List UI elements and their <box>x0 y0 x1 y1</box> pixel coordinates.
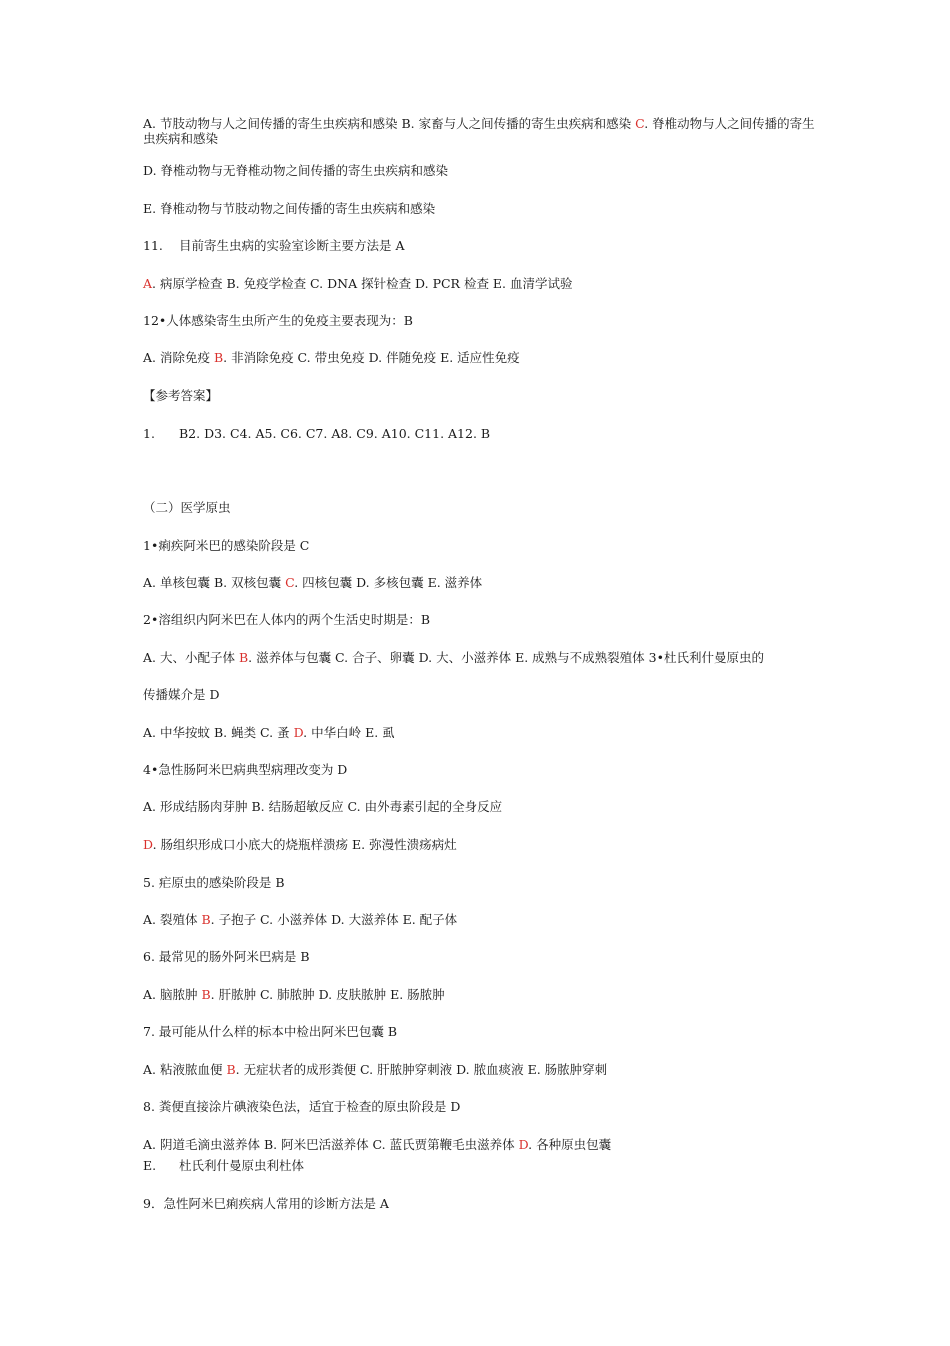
p2-question: 2•溶组织内阿米巴在人体内的两个生活史时期是：B <box>143 612 431 627</box>
p2-answer-mark: B <box>238 650 249 665</box>
p5-question: 5. 疟原虫的感染阶段是 B <box>143 875 285 890</box>
q12-option-a: A. 消除免疫 <box>143 350 214 365</box>
p7-options <box>143 1062 823 1077</box>
p9-question: 9．急性阿米巳痢疾病人常用的诊断方法是 A <box>143 1196 389 1211</box>
answers-heading: 【参考答案】 <box>143 388 219 403</box>
p5-options <box>143 912 823 927</box>
p4-question: 4•急性肠阿米巴病典型病理改变为 D <box>143 762 348 777</box>
p8-question: 8. 粪便直接涂片碘液染色法，适宜于检查的原虫阶段是 D <box>143 1099 461 1114</box>
p4-options-abc: A. 形成结肠肉芽肿 B. 结肠超敏反应 C. 由外毒素引起的全身反应 <box>143 799 503 814</box>
p1-question: 1•痢疾阿米巴的感染阶段是 C <box>143 538 310 553</box>
p1-options-ab: A. 单核包囊 B. 双核包囊 <box>143 575 286 590</box>
q12-answer-mark: B <box>213 350 224 365</box>
p4-answer-mark: D <box>143 837 153 852</box>
answers-number: 1. <box>143 426 155 441</box>
p3-options-rest: . 中华白岭 E. 虱 <box>303 725 395 740</box>
answers-text: B2. D3. C4. A5. C6. C7. A8. C9. A10. C11. A12. B <box>179 426 491 441</box>
q11-text: 目前寄生虫病的实验室诊断主要方法是 A <box>179 238 405 253</box>
p6-answer-mark: B <box>201 987 211 1002</box>
p5-option-a: A. 裂殖体 <box>143 912 202 927</box>
p1-answer-mark: C <box>285 575 295 590</box>
q11-options-text: . 病原学检查 B. 免疫学检查 C. DNA 探针检查 D. PCR 检查 E. 血清学试验 <box>152 276 573 291</box>
p6-option-a: A. 脑脓肿 <box>143 987 202 1002</box>
q12-options <box>143 350 823 365</box>
p8-answer-mark: D <box>518 1137 529 1152</box>
section-title: （二）医学原虫 <box>143 500 231 515</box>
q11-options <box>143 276 823 291</box>
p8-option-e-text: 杜氏利什曼原虫利杜体 <box>179 1158 305 1173</box>
p1-options-rest: . 四核包囊 D. 多核包囊 E. 滋养体 <box>294 575 483 590</box>
p3-options-abc: A. 中华按蚊 B. 蝇类 C. 蚤 <box>143 725 294 740</box>
q10-option-d: D. 脊椎动物与无脊椎动物之间传播的寄生虫疾病和感染 <box>143 163 449 178</box>
q12-question: 12•人体感染寄生虫所产生的免疫主要表现为：B <box>143 313 413 328</box>
q10-option-e: E. 脊椎动物与节肢动物之间传播的寄生虫疾病和感染 <box>143 201 436 216</box>
p7-option-a: A. 粘液脓血便 <box>143 1062 227 1077</box>
p7-question: 7. 最可能从什么样的标本中检出阿米巴包囊 B <box>143 1024 398 1039</box>
p2-option-a: A. 大、小配子体 <box>143 650 239 665</box>
p1-options <box>143 575 823 590</box>
p4-options-de-text: . 肠组织形成口小底大的烧瓶样溃疡 E. 弥漫性溃疡病灶 <box>152 837 457 852</box>
p8-options-abcd <box>143 1137 823 1152</box>
q12-options-rest: . 非消除免疫 C. 带虫免疫 D. 伴随免疫 E. 适应性免疫 <box>223 350 520 365</box>
p8-option-e-label: E. <box>143 1158 157 1173</box>
p8-option-e <box>143 1158 823 1173</box>
q10-options-abc <box>143 116 823 146</box>
p6-question: 6. 最常见的肠外阿米巴病是 B <box>143 949 310 964</box>
p8-option-d: . 各种原虫包囊 <box>528 1137 612 1152</box>
q10-option-ab: A. 节肢动物与人之间传播的寄生虫疾病和感染 B. 家畜与人之间传播的寄生虫疾病和感染 <box>143 116 636 131</box>
p5-options-rest: . 子抱子 C. 小滋养体 D. 大滋养体 E. 配子体 <box>210 912 458 927</box>
q11-number: 11. <box>143 238 163 253</box>
p7-options-rest: . 无症状者的成形粪便 C. 肝脓肿穿刺液 D. 脓血痰液 E. 肠脓肿穿刺 <box>235 1062 608 1077</box>
p5-answer-mark: B <box>201 912 211 927</box>
p3-options <box>143 725 823 740</box>
p7-answer-mark: B <box>226 1062 236 1077</box>
answers-line <box>143 426 823 441</box>
p3-answer-mark: D <box>293 725 304 740</box>
p4-options-de <box>143 837 823 852</box>
p3-question-cont: 传播媒介是 D <box>143 687 220 702</box>
p2-options-rest: . 滋养体与包囊 C. 合子、卵囊 D. 大、小滋养体 E. 成熟与不成熟裂殖体 3•杜氏利什曼原虫的 <box>248 650 764 665</box>
q10-option-c: . 脊椎动物与人之间传播的寄生虫疾病和感染 <box>143 116 815 146</box>
p8-options-abc: A. 阴道毛滴虫滋养体 B. 阿米巴活滋养体 C. 蓝氏贾第鞭毛虫滋养体 <box>143 1137 519 1152</box>
p2-options <box>143 650 823 665</box>
q10-answer-mark: C <box>635 116 645 131</box>
q11-question <box>143 238 823 253</box>
p6-options <box>143 987 823 1002</box>
q11-answer-mark: A <box>143 276 153 291</box>
p6-options-rest: . 肝脓肿 C. 肺脓肿 D. 皮肤脓肿 E. 肠脓肿 <box>210 987 445 1002</box>
